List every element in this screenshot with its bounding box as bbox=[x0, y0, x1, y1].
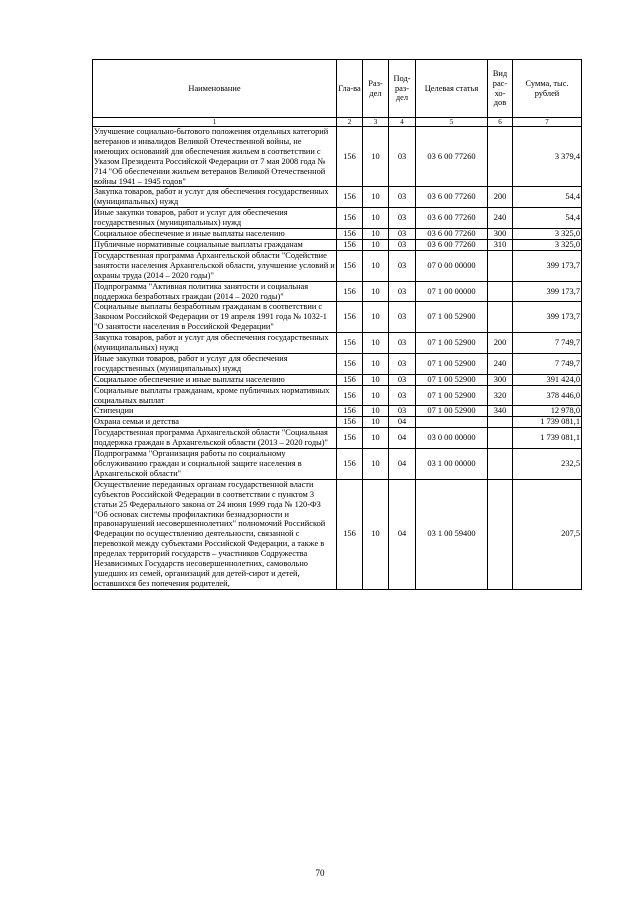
column-number: 2 bbox=[337, 118, 363, 127]
budget-table bbox=[92, 59, 582, 590]
row-name: Стипендии bbox=[93, 406, 337, 417]
header-name: Наименование bbox=[93, 60, 337, 118]
row-vid: 300 bbox=[488, 374, 513, 385]
table-row bbox=[93, 229, 582, 240]
column-number: 3 bbox=[363, 118, 389, 127]
row-glava: 156 bbox=[337, 374, 363, 385]
row-target: 03 0 00 00000 bbox=[416, 428, 488, 449]
row-glava: 156 bbox=[337, 333, 363, 354]
row-vid bbox=[488, 250, 513, 281]
row-name: Закупка товаров, работ и услуг для обеспечения государственных (муниципальных) нужд bbox=[93, 333, 337, 354]
row-glava: 156 bbox=[337, 250, 363, 281]
table-row bbox=[93, 250, 582, 281]
column-number: 7 bbox=[513, 118, 582, 127]
row-sum: 399 173,7 bbox=[513, 250, 582, 281]
row-glava: 156 bbox=[337, 239, 363, 250]
row-razdel: 10 bbox=[363, 353, 389, 374]
row-razdel: 10 bbox=[363, 374, 389, 385]
row-vid bbox=[488, 449, 513, 480]
row-glava: 156 bbox=[337, 428, 363, 449]
row-target: 07 1 00 52900 bbox=[416, 333, 488, 354]
column-number: 4 bbox=[389, 118, 416, 127]
row-sum: 399 173,7 bbox=[513, 281, 582, 302]
table-row bbox=[93, 302, 582, 333]
row-vid bbox=[488, 127, 513, 187]
row-glava: 156 bbox=[337, 479, 363, 589]
row-vid: 320 bbox=[488, 385, 513, 406]
row-razdel: 10 bbox=[363, 250, 389, 281]
row-glava: 156 bbox=[337, 281, 363, 302]
row-sum: 7 749,7 bbox=[513, 353, 582, 374]
row-name: Иные закупки товаров, работ и услуг для обеспечения государственных (муниципальных) нужд bbox=[93, 353, 337, 374]
row-target: 03 6 00 77260 bbox=[416, 187, 488, 208]
header-row bbox=[93, 60, 582, 118]
table-row bbox=[93, 406, 582, 417]
row-podrazdel: 03 bbox=[389, 302, 416, 333]
row-name: Иные закупки товаров, работ и услуг для обеспечения государственных (муниципальных) нужд bbox=[93, 208, 337, 229]
row-sum: 12 978,0 bbox=[513, 406, 582, 417]
table-row bbox=[93, 428, 582, 449]
row-podrazdel: 03 bbox=[389, 229, 416, 240]
table-row bbox=[93, 127, 582, 187]
row-podrazdel: 03 bbox=[389, 281, 416, 302]
row-target: 07 1 00 52900 bbox=[416, 353, 488, 374]
row-target: 07 1 00 52900 bbox=[416, 374, 488, 385]
header-podrazdel: Под-раз-дел bbox=[389, 60, 416, 118]
row-target: 03 1 00 00000 bbox=[416, 449, 488, 480]
row-name: Социальные выплаты гражданам, кроме публичных нормативных социальных выплат bbox=[93, 385, 337, 406]
row-podrazdel: 03 bbox=[389, 187, 416, 208]
row-name: Государственная программа Архангельской области "Содействие занятости населения Архангельской области, улучшение условий и охраны труда (2014 – 2020 годы)" bbox=[94, 250, 335, 280]
row-podrazdel: 04 bbox=[389, 449, 416, 480]
row-target: 07 1 00 52900 bbox=[416, 385, 488, 406]
row-razdel: 10 bbox=[363, 127, 389, 187]
table-row bbox=[93, 187, 582, 208]
row-sum: 207,5 bbox=[513, 479, 582, 589]
row-target bbox=[416, 417, 488, 428]
row-razdel: 10 bbox=[363, 385, 389, 406]
row-podrazdel: 03 bbox=[389, 406, 416, 417]
row-vid: 240 bbox=[488, 208, 513, 229]
row-sum: 232,5 bbox=[513, 449, 582, 480]
header-target: Целевая статья bbox=[416, 60, 488, 118]
header-sum: Сумма, тыс. рублей bbox=[513, 60, 582, 118]
header-razdel: Раз-дел bbox=[363, 60, 389, 118]
row-sum: 54,4 bbox=[513, 208, 582, 229]
row-glava: 156 bbox=[337, 208, 363, 229]
row-razdel: 10 bbox=[363, 417, 389, 428]
row-name: Подпрограмма "Активная политика занятости и социальная поддержка безработных граждан (2014 – 2020 годы)" bbox=[93, 281, 337, 302]
row-vid: 300 bbox=[488, 229, 513, 240]
row-name: Социальное обеспечение и иные выплаты населению bbox=[93, 229, 337, 240]
row-vid: 240 bbox=[488, 353, 513, 374]
row-vid: 310 bbox=[488, 239, 513, 250]
row-razdel: 10 bbox=[363, 333, 389, 354]
table-row bbox=[93, 239, 582, 250]
row-glava: 156 bbox=[337, 302, 363, 333]
row-razdel: 10 bbox=[363, 406, 389, 417]
row-sum: 3 379,4 bbox=[513, 127, 582, 187]
row-razdel: 10 bbox=[363, 208, 389, 229]
row-name: Социальные выплаты безработным гражданам в соответствии с Законом Российской Федерации от 19 апреля 1991 года № 1032-1 "О занятости населения в Российской Федерации" bbox=[93, 302, 337, 333]
table-row bbox=[93, 281, 582, 302]
row-target: 03 1 00 59400 bbox=[416, 479, 488, 589]
table-row bbox=[93, 333, 582, 354]
row-sum: 391 424,0 bbox=[513, 374, 582, 385]
row-target: 07 1 00 52900 bbox=[416, 406, 488, 417]
row-podrazdel: 03 bbox=[389, 374, 416, 385]
row-vid bbox=[488, 417, 513, 428]
row-razdel: 10 bbox=[363, 229, 389, 240]
table-row bbox=[93, 353, 582, 374]
row-glava: 156 bbox=[337, 127, 363, 187]
row-name: Улучшение социально-бытового положения отдельных категорий ветеранов и инвалидов Великой Отечественной войны, не имеющих оснований для обеспечения жильем в соответствии с Указом Президента Российской Федерации от 7 мая 2008 года № 714 "Об обеспечении жильем ветеранов Великой Отечественной войны 1941 – 1945 годов" bbox=[93, 127, 337, 187]
column-number: 1 bbox=[93, 118, 337, 127]
column-number: 6 bbox=[488, 118, 513, 127]
row-vid: 200 bbox=[488, 333, 513, 354]
row-sum: 378 446,0 bbox=[513, 385, 582, 406]
row-sum: 54,4 bbox=[513, 187, 582, 208]
row-vid bbox=[488, 479, 513, 589]
row-podrazdel: 04 bbox=[389, 417, 416, 428]
header-glava: Гла-ва bbox=[337, 60, 363, 118]
row-razdel: 10 bbox=[363, 187, 389, 208]
row-razdel: 10 bbox=[363, 302, 389, 333]
row-name: Охрана семьи и детства bbox=[93, 417, 337, 428]
table-row bbox=[93, 417, 582, 428]
row-glava: 156 bbox=[337, 385, 363, 406]
row-podrazdel: 04 bbox=[389, 479, 416, 589]
row-glava: 156 bbox=[337, 229, 363, 240]
row-vid: 340 bbox=[488, 406, 513, 417]
row-glava: 156 bbox=[337, 353, 363, 374]
row-target: 07 0 00 00000 bbox=[416, 250, 488, 281]
row-target: 03 6 00 77260 bbox=[416, 127, 488, 187]
row-podrazdel: 03 bbox=[389, 353, 416, 374]
row-razdel: 10 bbox=[363, 428, 389, 449]
row-podrazdel: 04 bbox=[389, 428, 416, 449]
row-sum: 399 173,7 bbox=[513, 302, 582, 333]
row-glava: 156 bbox=[337, 417, 363, 428]
row-vid bbox=[488, 302, 513, 333]
row-target: 03 6 00 77260 bbox=[416, 229, 488, 240]
row-vid: 200 bbox=[488, 187, 513, 208]
row-sum: 1 739 081,1 bbox=[513, 417, 582, 428]
row-name: Государственная программа Архангельской области "Социальная поддержка граждан в Архангельской области (2013 – 2020 годы)" bbox=[93, 428, 337, 449]
row-podrazdel: 03 bbox=[389, 385, 416, 406]
column-number: 5 bbox=[416, 118, 488, 127]
row-podrazdel: 03 bbox=[389, 127, 416, 187]
row-target: 03 6 00 77260 bbox=[416, 239, 488, 250]
row-sum: 3 325,0 bbox=[513, 239, 582, 250]
row-sum: 7 749,7 bbox=[513, 333, 582, 354]
row-razdel: 10 bbox=[363, 281, 389, 302]
row-podrazdel: 03 bbox=[389, 250, 416, 281]
row-vid bbox=[488, 281, 513, 302]
page-number: 70 bbox=[315, 868, 325, 878]
table-row bbox=[93, 208, 582, 229]
row-glava: 156 bbox=[337, 406, 363, 417]
header-vid: Вид рас-хо-дов bbox=[488, 60, 513, 118]
row-sum: 1 739 081,1 bbox=[513, 428, 582, 449]
row-sum: 3 325,0 bbox=[513, 229, 582, 240]
row-razdel: 10 bbox=[363, 449, 389, 480]
table-row bbox=[93, 385, 582, 406]
row-podrazdel: 03 bbox=[389, 239, 416, 250]
table-row bbox=[93, 449, 582, 480]
row-target: 07 1 00 00000 bbox=[416, 281, 488, 302]
row-name: Подпрограмма "Организация работы по социальному обслуживанию граждан и социальной защите населения в Архангельской области" bbox=[93, 449, 337, 480]
row-name: Закупка товаров, работ и услуг для обеспечения государственных (муниципальных) нужд bbox=[93, 187, 337, 208]
row-razdel: 10 bbox=[363, 479, 389, 589]
row-target: 03 6 00 77260 bbox=[416, 208, 488, 229]
row-glava: 156 bbox=[337, 449, 363, 480]
row-vid bbox=[488, 428, 513, 449]
table-row bbox=[93, 374, 582, 385]
column-number-row bbox=[93, 118, 582, 127]
row-name: Осуществление переданных органам государственной власти субъектов Российской Федерации в соответствии с пунктом 3 статьи 25 Федерального закона от 24 июня 1999 года № 120-ФЗ "Об основах системы профилактики безнадзорности и правонарушений несовершеннолетних" полномочий Российской Федерации по осуществлению деятельности, связанной с перевозкой между субъектами Российской Федерации, а также в пределах территорий государств – участников Содружества Независимых Государств несовершеннолетних, самовольно ушедших из семей, организаций для детей-сирот и детей, оставшихся без попечения родителей, bbox=[93, 479, 337, 589]
row-podrazdel: 03 bbox=[389, 208, 416, 229]
row-target: 07 1 00 52900 bbox=[416, 302, 488, 333]
row-name: Социальное обеспечение и иные выплаты населению bbox=[93, 374, 337, 385]
row-podrazdel: 03 bbox=[389, 333, 416, 354]
row-glava: 156 bbox=[337, 187, 363, 208]
table-row bbox=[93, 479, 582, 589]
row-razdel: 10 bbox=[363, 239, 389, 250]
row-name: Публичные нормативные социальные выплаты гражданам bbox=[93, 239, 337, 250]
